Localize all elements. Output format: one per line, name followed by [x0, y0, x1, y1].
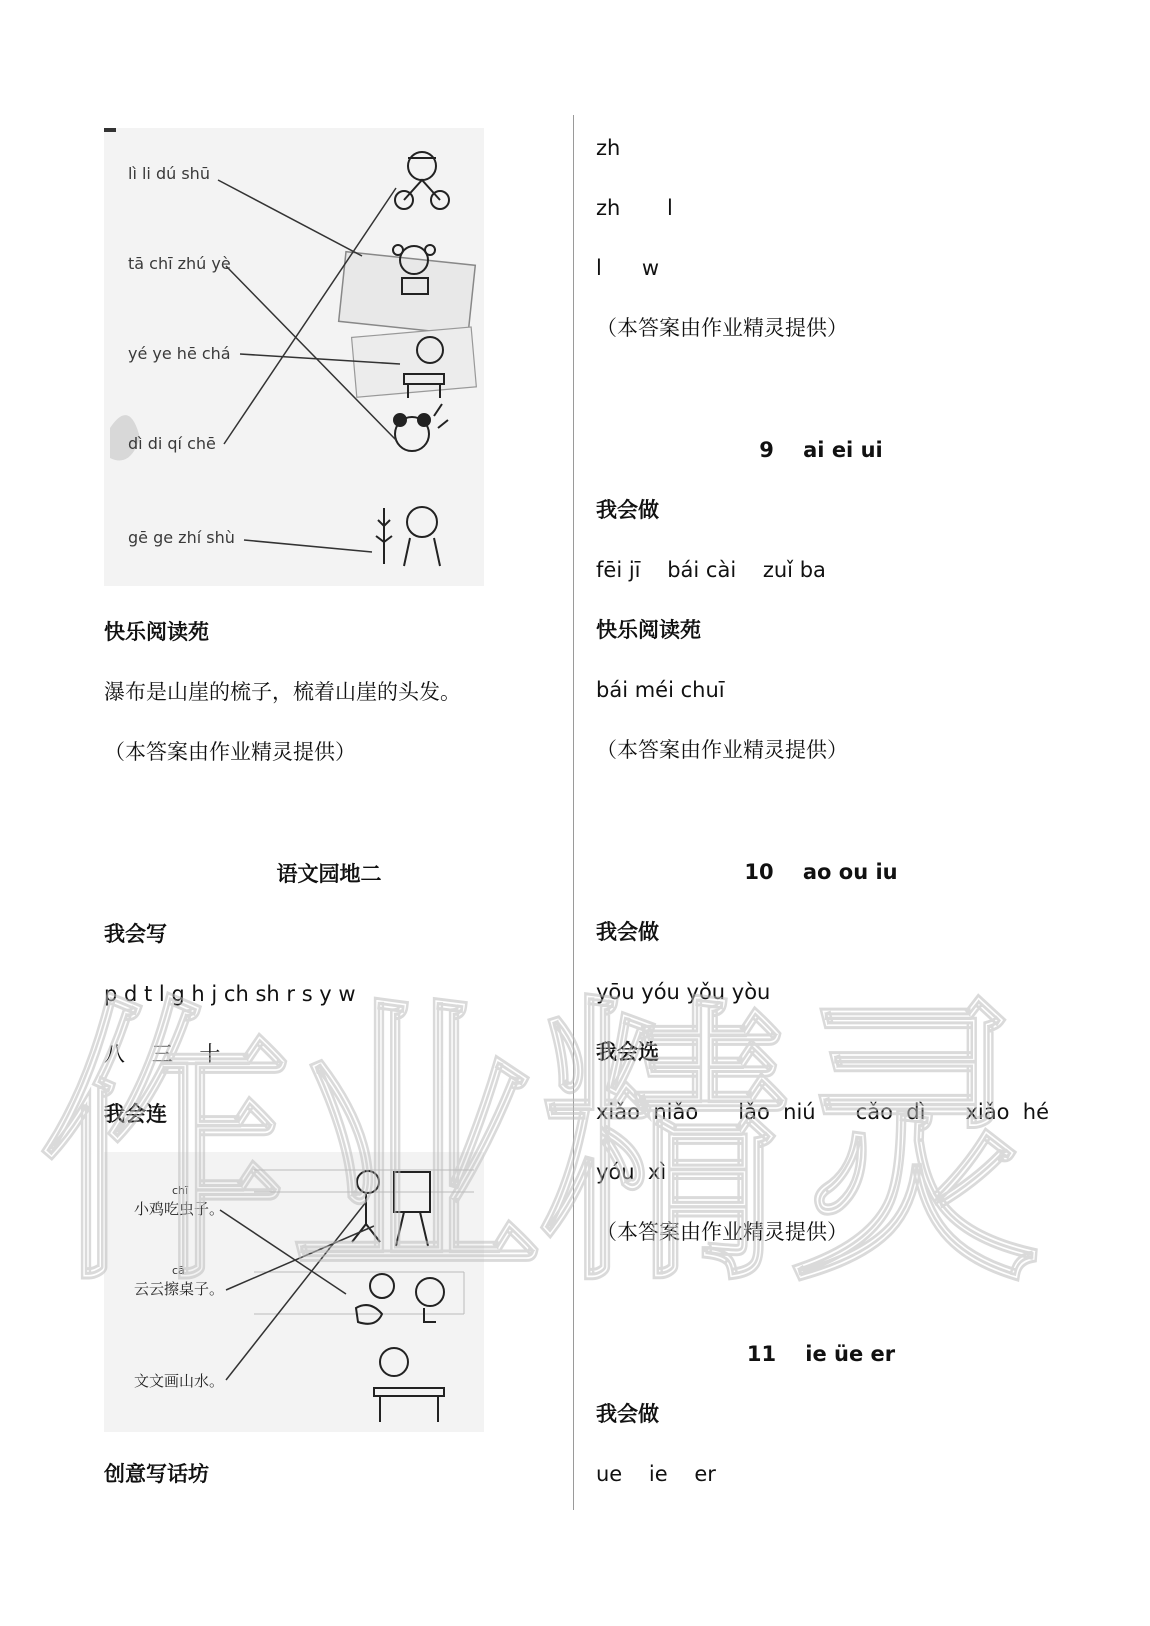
figure2-pinyin-1: chī [172, 1184, 189, 1197]
lesson-10-choose-answer-2: yóu xì [596, 1160, 667, 1184]
lesson-9-do-answer: fēi jī bái cài zuǐ ba [596, 558, 826, 582]
lesson-10-do-answer: yōu yóu yǒu yòu [596, 980, 771, 1004]
figure-pinyin-5: gē ge zhí shù [128, 528, 235, 547]
section-creative: 创意写话坊 [104, 1462, 209, 1486]
garden-title: 语文园地二 [276, 862, 382, 886]
chicks-icon [356, 1274, 444, 1324]
lesson-9-reading-heading: 快乐阅读苑 [596, 618, 701, 642]
section-happy-reading: 快乐阅读苑 [104, 620, 209, 644]
reading-answer: 瀑布是山崖的梳子，梳着山崖的头发。 [104, 680, 461, 704]
child-painting-icon [352, 1171, 430, 1246]
lesson-10-choose-heading: 我会选 [596, 1040, 659, 1064]
panda-bamboo-icon [394, 404, 448, 451]
lesson-10-do-heading: 我会做 [596, 920, 659, 944]
letters-answer: p d t l g h j ch sh r s y w [104, 982, 356, 1006]
answer-line-1: zh [596, 136, 621, 160]
figure2-sentence-2: 云云擦桌子。 [134, 1280, 225, 1298]
figure2-sentence-1: 小鸡吃虫子。 [134, 1200, 225, 1218]
lesson-9-reading-answer: bái méi chuī [596, 678, 725, 702]
credit-note: （本答案由作业精灵提供） [596, 1220, 848, 1244]
credit-note: （本答案由作业精灵提供） [596, 738, 848, 762]
matching-figure-2 [104, 1152, 484, 1432]
watermark-text: 作业精灵 [40, 972, 1040, 1321]
figure-pinyin-1: lì li dú shū [128, 164, 210, 183]
figure2-pinyin-2: cā [172, 1264, 185, 1277]
answer-line-3: l w [596, 256, 660, 280]
child-on-bike-icon [395, 152, 449, 209]
figure-pinyin-2: tā chī zhú yè [128, 254, 231, 273]
credit-note: （本答案由作业精灵提供） [104, 740, 356, 764]
lesson-11-do-answer: ue ie er [596, 1462, 716, 1486]
lesson-9-do-heading: 我会做 [596, 498, 659, 522]
numbers-answer: 八 三 十 [104, 1042, 221, 1066]
figure-pinyin-3: yé ye hē chá [128, 344, 231, 363]
credit-note: （本答案由作业精灵提供） [596, 316, 848, 340]
figure2-sentence-3: 文文画山水。 [134, 1372, 225, 1390]
column-divider [573, 115, 574, 1510]
lesson-10-title: 10 ao ou iu [744, 860, 898, 884]
lesson-11-title: 11 ie üe er [746, 1342, 896, 1366]
child-wiping-table-icon [374, 1348, 444, 1422]
lesson-10-choose-answer: xiǎo niǎo lǎo niú cǎo dì xiǎo hé [596, 1100, 1050, 1124]
section-write: 我会写 [104, 922, 167, 946]
boy-planting-tree-icon [376, 507, 440, 566]
answer-line-2: zh l [596, 196, 673, 220]
matching-figure-1 [104, 128, 484, 586]
figure-pinyin-4: dì di qí chē [128, 434, 216, 453]
lesson-11-do-heading: 我会做 [596, 1402, 659, 1426]
section-connect: 我会连 [104, 1102, 167, 1126]
lesson-9-title: 9 ai ei ui [759, 438, 883, 462]
